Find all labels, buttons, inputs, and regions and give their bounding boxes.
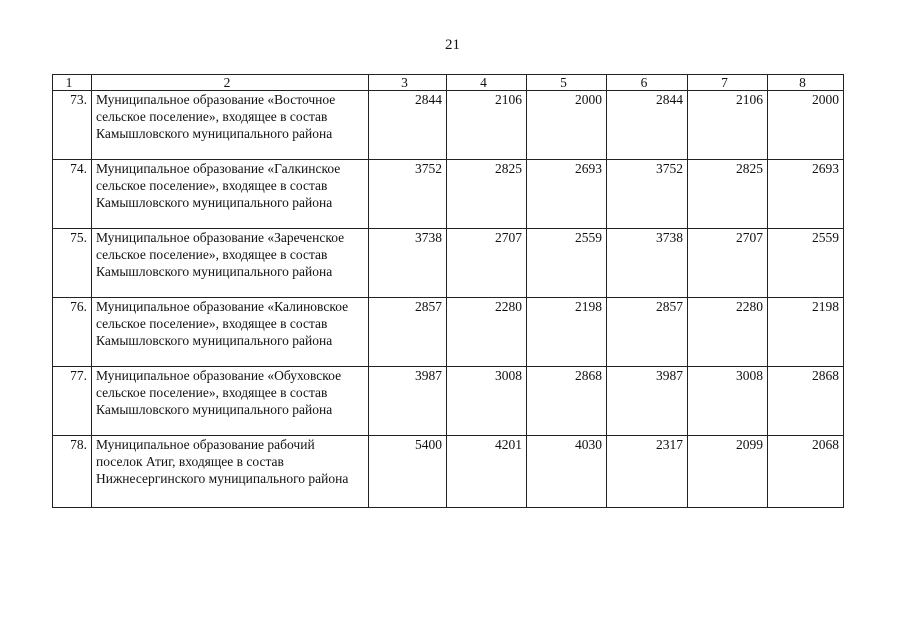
value-cell: 2868 bbox=[768, 367, 844, 436]
header-row bbox=[53, 75, 844, 91]
municipality-name: Муниципальное образование «Галкинское сельское поселение», входящее в состав Камышловского муниципального района bbox=[92, 160, 369, 229]
column-header: 8 bbox=[768, 75, 844, 91]
value-cell: 2693 bbox=[527, 160, 607, 229]
municipality-name: Муниципальное образование «Обуховское сельское поселение», входящее в состав Камышловского муниципального района bbox=[92, 367, 369, 436]
value-cell: 3008 bbox=[688, 367, 768, 436]
municipality-name: Муниципальное образование «Восточное сельское поселение», входящее в состав Камышловского муниципального района bbox=[92, 91, 369, 160]
table-row bbox=[53, 367, 844, 436]
value-cell: 3987 bbox=[369, 367, 447, 436]
value-cell: 3738 bbox=[607, 229, 688, 298]
row-number: 76. bbox=[53, 298, 92, 367]
value-cell: 2280 bbox=[447, 298, 527, 367]
column-header: 5 bbox=[527, 75, 607, 91]
value-cell: 2857 bbox=[369, 298, 447, 367]
value-cell: 3752 bbox=[369, 160, 447, 229]
value-cell: 2198 bbox=[527, 298, 607, 367]
value-cell: 2099 bbox=[688, 436, 768, 508]
row-number: 78. bbox=[53, 436, 92, 508]
value-cell: 3008 bbox=[447, 367, 527, 436]
value-cell: 4201 bbox=[447, 436, 527, 508]
value-cell: 2857 bbox=[607, 298, 688, 367]
table-row bbox=[53, 91, 844, 160]
value-cell: 2068 bbox=[768, 436, 844, 508]
value-cell: 2106 bbox=[688, 91, 768, 160]
municipality-name: Муниципальное образование «Зареченское сельское поселение», входящее в состав Камышловского муниципального района bbox=[92, 229, 369, 298]
column-header: 3 bbox=[369, 75, 447, 91]
row-number: 73. bbox=[53, 91, 92, 160]
municipality-name: Муниципальное образование «Калиновское сельское поселение», входящее в состав Камышловского муниципального района bbox=[92, 298, 369, 367]
row-number: 74. bbox=[53, 160, 92, 229]
value-cell: 2825 bbox=[688, 160, 768, 229]
value-cell: 2825 bbox=[447, 160, 527, 229]
value-cell: 2000 bbox=[527, 91, 607, 160]
column-header: 4 bbox=[447, 75, 527, 91]
value-cell: 2106 bbox=[447, 91, 527, 160]
value-cell: 2844 bbox=[607, 91, 688, 160]
value-cell: 3752 bbox=[607, 160, 688, 229]
value-cell: 4030 bbox=[527, 436, 607, 508]
value-cell: 2693 bbox=[768, 160, 844, 229]
data-table bbox=[52, 74, 844, 508]
municipality-name: Муниципальное образование рабочий поселок Атиг, входящее в состав Нижнесергинского муниципального района bbox=[92, 436, 369, 508]
value-cell: 2844 bbox=[369, 91, 447, 160]
value-cell: 5400 bbox=[369, 436, 447, 508]
table-row bbox=[53, 160, 844, 229]
value-cell: 3738 bbox=[369, 229, 447, 298]
column-header: 2 bbox=[92, 75, 369, 91]
page-number: 21 bbox=[445, 37, 460, 53]
value-cell: 2559 bbox=[527, 229, 607, 298]
column-header: 6 bbox=[607, 75, 688, 91]
value-cell: 2280 bbox=[688, 298, 768, 367]
value-cell: 2707 bbox=[688, 229, 768, 298]
table-row bbox=[53, 229, 844, 298]
value-cell: 2317 bbox=[607, 436, 688, 508]
value-cell: 2000 bbox=[768, 91, 844, 160]
column-header: 7 bbox=[688, 75, 768, 91]
value-cell: 2707 bbox=[447, 229, 527, 298]
value-cell: 2559 bbox=[768, 229, 844, 298]
table-row bbox=[53, 436, 844, 508]
column-header: 1 bbox=[53, 75, 92, 91]
row-number: 77. bbox=[53, 367, 92, 436]
row-number: 75. bbox=[53, 229, 92, 298]
value-cell: 2198 bbox=[768, 298, 844, 367]
value-cell: 3987 bbox=[607, 367, 688, 436]
value-cell: 2868 bbox=[527, 367, 607, 436]
table-row bbox=[53, 298, 844, 367]
